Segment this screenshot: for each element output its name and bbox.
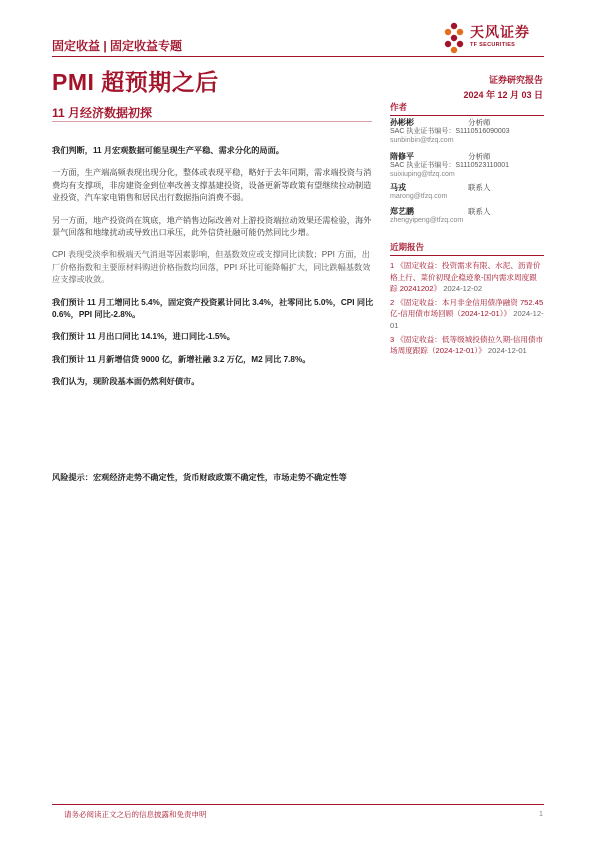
paragraph-forecast-production: 我们预计 11 月工增同比 5.4%，固定资产投资累计同比 3.4%，社零同比 5.0%，CPI 同比 0.6%，PPI 同比-2.8%。 [52, 297, 374, 320]
risk-warning: 风险提示：宏观经济走势不确定性，货币财政政策不确定性，市场走势不确定性等 [52, 473, 347, 482]
author-name: 郑艺鹏 [390, 207, 414, 216]
author-entry [390, 118, 544, 146]
authors-title: 作者 [390, 102, 408, 112]
recent-report-date: 2024-12-01 [487, 346, 527, 356]
paragraph-pressures: 另一方面，地产投资尚在筑底，地产销售边际改善对上游投资端拉动效果还需检验，海外景气回落和地缘扰动或导致出口承压，此外信贷社融可能仍然同比少增。 [52, 215, 372, 238]
author-name: 隋修平 [390, 152, 414, 161]
recent-reports-divider [390, 255, 544, 256]
report-date: 2024 年 12 月 03 日 [463, 90, 543, 100]
report-title: PMI 超预期之后 [52, 69, 219, 95]
report-category: 固定收益 | 固定收益专题 [52, 39, 183, 53]
author-role: 联系人 [468, 183, 491, 192]
author-entry [390, 183, 544, 201]
disclaimer-note: 请务必阅读正文之后的信息披露和免责申明 [64, 810, 207, 819]
recent-report-list [390, 260, 544, 357]
authors-divider [390, 115, 544, 116]
report-subtitle: 11 月经济数据初探 [52, 106, 153, 120]
paragraph-conclusion: 我们认为，现阶段基本面仍然利好债市。 [52, 377, 200, 387]
recent-reports-title: 近期报告 [390, 242, 425, 252]
main-body [52, 145, 376, 399]
authors-section [390, 101, 544, 116]
author-role: 分析师 [468, 152, 491, 161]
author-email[interactable]: marong@tfzq.com [390, 193, 448, 201]
recent-report-item[interactable] [390, 334, 544, 357]
recent-report-item[interactable] [390, 297, 544, 332]
page-number: 1 [538, 809, 543, 818]
report-type: 证券研究报告 [488, 75, 543, 85]
author-email[interactable]: suixiuping@tfzq.com [390, 171, 455, 179]
recent-report-date: 2024-12-01 [390, 309, 544, 330]
logo-name: 天风证券 [470, 24, 530, 40]
footer-divider [52, 804, 544, 805]
paragraph-supports: 一方面，生产端高频表现出现分化，整体或表现平稳，略好于去年同期，需求端投资与消费均有支撑项，非房建资金到位率改善支撑基建投资，设备更新等政策有望继续拉动制造业投资，汽车家电销售和居民出行数据指向消费不弱。 [52, 168, 372, 203]
recent-report-title[interactable]: 1 《固定收益：投资需求有限、水泥、沥青价格上行、菜价初现企稳迹象-国内需求周度跟踪 20241202》 [390, 261, 541, 294]
recent-report-item[interactable] [390, 260, 544, 295]
subtitle-divider [52, 121, 372, 122]
logo-english-name: TF SECURITIES [470, 42, 516, 48]
recent-report-date: 2024-12-02 [443, 284, 483, 294]
author-license: SAC 执业证书编号：S1110523110001 [390, 162, 510, 170]
author-email[interactable]: zhengyipeng@tfzq.com [390, 217, 464, 225]
author-name: 孙彬彬 [390, 118, 414, 127]
recent-report-title[interactable]: 3 《固定收益：低等级城投债拉久期-信用债市场周度跟踪（2024-12-01）》 [390, 334, 544, 356]
recent-reports-section [390, 241, 544, 357]
author-role: 分析师 [468, 118, 491, 127]
author-license: SAC 执业证书编号：S1110516090003 [390, 128, 510, 136]
author-entry [390, 207, 544, 225]
author-email[interactable]: sunbinbin@tfzq.com [390, 137, 454, 145]
author-name: 马戎 [390, 183, 406, 192]
author-role: 联系人 [468, 207, 491, 216]
logo-mark-icon [445, 23, 463, 53]
recent-report-title[interactable]: 2 《固定收益：本月非金信用债净融资 752.45 亿-信用债市场回顾（2024-12-01）》 [390, 297, 544, 319]
paragraph-prices: CPI 表现受淡季和极端天气消退等因素影响，但基数效应或支撑同比读数；PPI 方面，出厂价格指数和主要原材料购进价格指数均回落，PPI 环比可能降幅扩大，同比跌幅基数效应支撑或收敛。 [52, 250, 371, 285]
author-entry [390, 152, 544, 180]
paragraph-judgment: 我们判断，11 月宏观数据可能呈现生产平稳、需求分化的局面。 [52, 146, 284, 155]
paragraph-forecast-trade: 我们预计 11 月出口同比 14.1%，进口同比-1.5%。 [52, 332, 235, 342]
paragraph-forecast-credit: 我们预计 11 月新增信贷 9000 亿，新增社融 3.2 万亿，M2 同比 7.8%。 [52, 354, 311, 364]
